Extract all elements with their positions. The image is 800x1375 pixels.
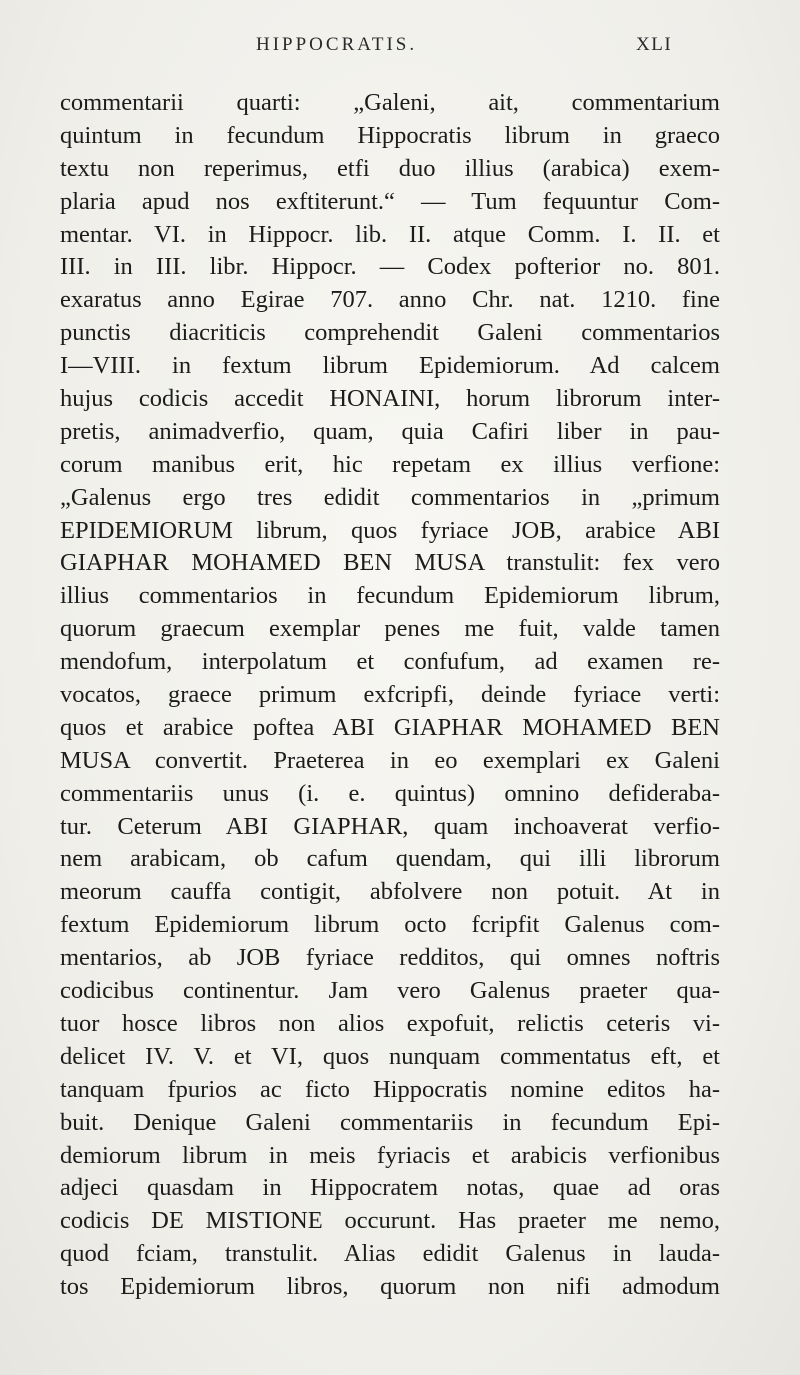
text-line: tur. Ceterum ABI GIAPHAR, quam inchoaverat verfio-	[60, 812, 720, 840]
text-line: exaratus anno Egirae 707. anno Chr. nat. 1210. fine	[60, 286, 720, 314]
text-line: tanquam fpurios ac ficto Hippocratis nomine editos ha-	[60, 1075, 720, 1103]
text-line: I—VIII. in fextum librum Epidemiorum. Ad calcem	[60, 352, 720, 380]
text-line: commentarii quarti: „Galeni, ait, commentarium	[60, 89, 720, 116]
text-line: delicet IV. V. et VI, quos nunquam commentatus eft, et	[60, 1042, 720, 1070]
page-header	[0, 30, 800, 62]
text-line: meorum cauffa contigit, abfolvere non potuit. At in	[60, 878, 720, 906]
text-line: buit. Denique Galeni commentariis in fecundum Epi-	[60, 1108, 720, 1136]
text-line: punctis diacriticis comprehendit Galeni commentarios	[60, 319, 720, 347]
text-line: corum manibus erit, hic repetam ex illius verfione:	[60, 450, 720, 478]
text-line: adjeci quasdam in Hippocratem notas, quae ad oras	[60, 1174, 720, 1202]
text-line: GIAPHAR MOHAMED BEN MUSA transtulit: fex vero	[60, 549, 720, 577]
text-line: mendofum, interpolatum et confufum, ad examen re-	[60, 648, 720, 676]
text-line: tos Epidemiorum libros, quorum non nifi admodum	[60, 1273, 720, 1301]
text-line: codicis DE MISTIONE occurunt. Has praeter me nemo,	[60, 1207, 720, 1235]
text-line: MUSA convertit. Praeterea in eo exemplari ex Galeni	[60, 746, 720, 774]
text-line: quorum graecum exemplar penes me fuit, valde tamen	[60, 615, 720, 643]
text-line: fextum Epidemiorum librum octo fcripfit Galenus com-	[60, 911, 720, 939]
text-line: illius commentarios in fecundum Epidemiorum librum,	[60, 582, 720, 610]
text-line: quintum in fecundum Hippocratis librum in graeco	[60, 121, 720, 149]
text-line: III. in III. libr. Hippocr. — Codex pofterior no. 801.	[60, 253, 720, 281]
running-title: HIPPOCRATIS.	[256, 34, 418, 55]
text-line: codicibus continentur. Jam vero Galenus praeter qua-	[60, 977, 720, 1005]
text-line: demiorum librum in meis fyriacis et arabicis verfionibus	[60, 1141, 720, 1169]
page-number: XLI	[636, 34, 673, 55]
text-line: quod fciam, transtulit. Alias edidit Galenus in lauda-	[60, 1240, 720, 1268]
text-line: EPIDEMIORUM librum, quos fyriace JOB, arabice ABI	[60, 516, 720, 544]
text-line: pretis, animadverfio, quam, quia Cafiri liber in pau-	[60, 417, 720, 445]
text-line: plaria apud nos exftiterunt.“ — Tum fequuntur Com-	[60, 187, 720, 215]
text-line: quos et arabice poftea ABI GIAPHAR MOHAMED BEN	[60, 713, 720, 741]
text-line: nem arabicam, ob cafum quendam, qui illi librorum	[60, 845, 720, 873]
text-line: vocatos, graece primum exfcripfi, deinde fyriace verti:	[60, 681, 720, 709]
text-line: „Galenus ergo tres edidit commentarios in „primum	[60, 483, 720, 511]
text-line: mentarios, ab JOB fyriace redditos, qui omnes noftris	[60, 944, 720, 972]
body-text	[60, 87, 720, 1304]
text-line: tuor hosce libros non alios expofuit, relictis ceteris vi-	[60, 1009, 720, 1037]
text-line: mentar. VI. in Hippocr. lib. II. atque Comm. I. II. et	[60, 220, 720, 248]
text-line: commentariis unus (i. e. quintus) omnino defiderabа-	[60, 779, 720, 807]
text-line: textu non reperimus, etfi duo illius (arabica) exem-	[60, 154, 720, 182]
text-line: hujus codicis accedit HONAINI, horum librorum inter-	[60, 385, 720, 413]
